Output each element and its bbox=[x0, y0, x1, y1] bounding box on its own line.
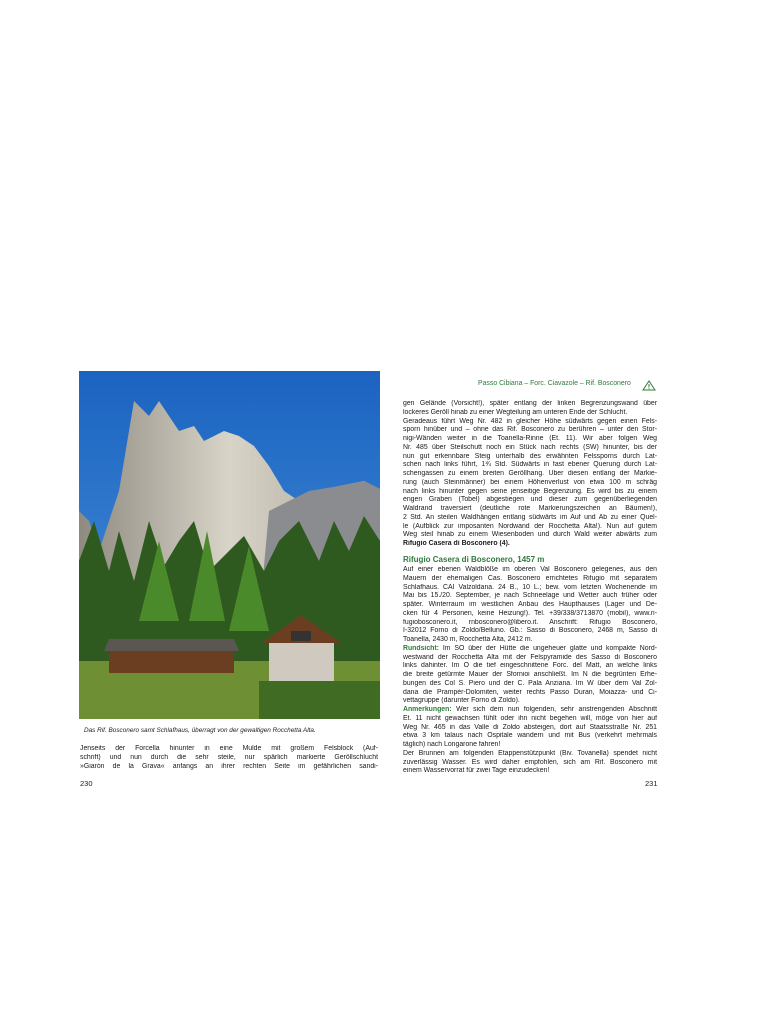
text-line bbox=[403, 767, 657, 776]
text-line bbox=[403, 724, 657, 733]
text-line bbox=[403, 715, 657, 724]
text-line bbox=[403, 584, 657, 593]
text-line bbox=[403, 418, 657, 427]
rocchetta-alta-hut-image bbox=[79, 371, 380, 719]
text-line bbox=[403, 741, 657, 750]
text-line-content: Weg steil hinab zu einem Wiesenboden und durch Wald weiter abwärts zum bbox=[403, 531, 657, 539]
left-body-text bbox=[80, 745, 378, 771]
text-line bbox=[403, 680, 657, 689]
text-line-content: zuverlässig Wasser. Es wird daher empfohlen, sich am Rif. Bosconero mit bbox=[403, 758, 657, 766]
text-line bbox=[403, 426, 657, 435]
text-line-content: einem Wasservorrat für zwei Tage einzudecken! bbox=[403, 767, 550, 775]
text-line bbox=[403, 514, 657, 523]
right-body-text-route bbox=[403, 400, 657, 549]
text-line-content: engen Graben (Tobel) abgestiegen und dieser zum gegenüberliegenden bbox=[403, 496, 657, 504]
text-line bbox=[403, 750, 657, 759]
section-heading: Rifugio Casera di Bosconero, 1457 m bbox=[403, 555, 545, 564]
text-line-content: nach links hinunter gegen seine jenseitige Begrenzung. Es wird bis zu einem bbox=[403, 487, 657, 495]
text-line bbox=[403, 619, 657, 628]
text-line-content: die breite getürmte Mauer der Sfornioi anschließt. Im N die begrünten Erhe- bbox=[403, 671, 657, 678]
text-line-content: dana die Prampèr-Dolomiten, weiter rechts Passo Duran, Moiazza- und Ci- bbox=[403, 688, 657, 696]
text-line bbox=[403, 444, 657, 453]
text-line-content: schrift) und nun durch die sehr steile, nur spärlich markierte Geröllschlucht bbox=[80, 753, 378, 761]
text-line bbox=[403, 531, 657, 540]
text-line-content: rung (auch Steinmänner) bei einem Höhenverlust von etwa 100 m schräg bbox=[403, 478, 657, 486]
text-line-content: Im SO über der Hütte die ungeheuer glatte und kompakte Nord- bbox=[438, 644, 657, 652]
mountain-hut-photo bbox=[79, 371, 380, 719]
text-line-content: Mai bis 15./20. September, je nach Schneelage und Wetter auch früher oder bbox=[403, 592, 657, 600]
text-line-content: Auf einer ebenen Waldblöße im oberen Val Bosconero gelegenes, aus den bbox=[403, 566, 657, 573]
text-line bbox=[403, 592, 657, 601]
text-line-content: Wer sich dem nun folgenden, sehr anstrengenden Abschnitt bbox=[451, 706, 657, 713]
text-line-content: etwa 3 km talaus nach Ospitale wandern und mit Bus (verkehrt mehrmals bbox=[403, 732, 657, 740]
paragraph-label: Rundsicht: bbox=[403, 644, 439, 652]
text-line-content: sporn hinüber und – ohne das Rif. Bosconero zu berühren – unter den Stor- bbox=[403, 426, 657, 434]
paragraph-label: Anmerkungen: bbox=[403, 706, 452, 713]
text-line bbox=[403, 732, 657, 741]
text-line bbox=[403, 505, 657, 514]
page-number-left: 230 bbox=[80, 779, 93, 788]
text-line-content: Toanella, 2430 m, Rocchetta Alta, 2412 m. bbox=[403, 636, 533, 643]
text-line bbox=[403, 479, 657, 488]
text-line bbox=[80, 763, 378, 772]
text-line bbox=[403, 435, 657, 444]
text-line-content: le (Aufblick zur imposanten Nordwand der Rocchetta Alta!). Nun auf gutem bbox=[403, 522, 657, 530]
page-number-right: 231 bbox=[645, 779, 658, 788]
warning-triangle-icon bbox=[642, 378, 656, 389]
text-line bbox=[80, 745, 378, 754]
text-line-content: Der Brunnen am folgenden Etappenstützpunkt (Biv. Tovanella) spendet nicht bbox=[403, 749, 657, 757]
text-line-content: Jenseits der Forcella hinunter in eine Mulde mit großem Felsblock (Auf- bbox=[80, 745, 378, 752]
text-line bbox=[403, 654, 657, 663]
text-line bbox=[403, 470, 657, 479]
text-line-content: bungen des Col S. Piero und der C. Pala Anziana. Im W über dem Val Zol- bbox=[403, 679, 657, 687]
text-line bbox=[403, 400, 657, 409]
text-line bbox=[403, 662, 657, 671]
text-line-content: später. Winterraum im westlichen Anbau des Haupthauses (Lager und De- bbox=[403, 601, 657, 608]
text-line-content: schengassen zu einem breiten Geröllhang. Über diesen entlang der Markie- bbox=[403, 470, 657, 477]
text-line bbox=[403, 706, 657, 715]
text-line-content: Nr. 485 über Steilschutt noch ein Stück nach rechts (SW) hinunter, bis der bbox=[403, 443, 657, 451]
text-line-content: I-32012 Forno di Zoldo/Belluno. Gb.: Sasso di Bosconero, 2468 m, Sasso di bbox=[403, 627, 657, 635]
text-line-content: vettagruppe (darunter Forno di Zoldo). bbox=[403, 697, 520, 705]
text-line bbox=[403, 575, 657, 584]
text-line-content: Waldrand traversiert (deutliche rote Markierungszeichen an Bäumen!), bbox=[403, 505, 657, 512]
text-line-content: lockeres Geröll hinab zu einer Wegteilung am unteren Ende der Schlucht. bbox=[403, 408, 628, 416]
text-line bbox=[80, 754, 378, 763]
text-line-content: Et. 11 nicht gewachsen fühlt oder ihn nicht begehen will, möge von hier auf bbox=[403, 714, 657, 722]
text-line bbox=[403, 488, 657, 497]
text-line bbox=[403, 461, 657, 470]
text-line-content: westwand der Rocchetta Alta mit der Felspyramide des Sasso di Bosconero bbox=[403, 653, 657, 661]
text-line-content: täglich) nach Longarone fahren! bbox=[403, 741, 501, 748]
running-head: Passo Cibiana – Forc. Ciavazole – Rif. Bosconero bbox=[478, 380, 631, 387]
text-line bbox=[403, 671, 657, 680]
text-line bbox=[403, 689, 657, 698]
text-line bbox=[403, 496, 657, 505]
text-line-content: schen nach links führt, 1¾ Std. Südwärts in fast ebener Querung durch Lat- bbox=[403, 461, 657, 469]
text-line-content: Geradeaus führt Weg Nr. 482 in gleicher Höhe südwärts gegen einen Fels- bbox=[403, 417, 657, 425]
text-line-content: 2 Std. An steilen Waldhängen entlang südwärts im Auf und Ab zu einer Quel- bbox=[403, 513, 657, 521]
text-line-content: Weg Nr. 465 in das Valle di Zoldo absteigen, dort auf Staatsstraße Nr. 251 bbox=[403, 723, 657, 731]
text-line bbox=[403, 610, 657, 619]
text-line bbox=[403, 636, 657, 645]
text-line bbox=[403, 627, 657, 636]
text-line-content: nun gut erkennbare Steig unterhalb des erwähnten Felssporns durch Lat- bbox=[403, 452, 657, 460]
text-line bbox=[403, 697, 657, 706]
text-line bbox=[403, 409, 657, 418]
text-line bbox=[403, 601, 657, 610]
photo-caption: Das Rif. Bosconero samt Schlafhaus, überragt von der gewaltigen Rocchetta Alta. bbox=[84, 727, 316, 734]
text-line-content: gen Gelände (Vorsicht!), später entlang der linken Begrenzungswand über bbox=[403, 400, 657, 407]
text-line-content: Schlafhaus. CAI Valzoldana. 24 B., 10 L.; bew. vom letzten Wochenende im bbox=[403, 583, 657, 591]
text-line-content: cken für 4 Personen, keine Heizung!). Tel. +39/338/3713870 (mobil), www.ri- bbox=[403, 609, 657, 617]
text-line-content: Mauern der ehemaligen Cas. Bosconero errichtetes Rifugio mit separatem bbox=[403, 574, 657, 582]
text-line bbox=[403, 523, 657, 532]
text-line bbox=[403, 566, 657, 575]
right-body-text-hut bbox=[403, 566, 657, 776]
text-line bbox=[403, 759, 657, 768]
text-line-content: links dahinter. Im O die tief eingeschnittene Forc. del Matt, an welche links bbox=[403, 662, 657, 670]
text-line-content: »Giarón de la Grava« anfangs an ihrer rechten Seite im gefährlichen sandi- bbox=[80, 762, 378, 770]
text-line bbox=[403, 540, 657, 549]
text-line-content: fugiobosconero.it, rnbosconero@libero.it. Anschrift: Rifugio Bosconero, bbox=[403, 618, 657, 626]
text-line bbox=[403, 453, 657, 462]
text-line-content: Rifugio Casera di Bosconero (4). bbox=[403, 540, 510, 547]
text-line-content: nigi-Wänden weiter in die Toanella-Rinne (Et. 11). Wir aber folgen Weg bbox=[403, 435, 657, 442]
text-line bbox=[403, 645, 657, 654]
